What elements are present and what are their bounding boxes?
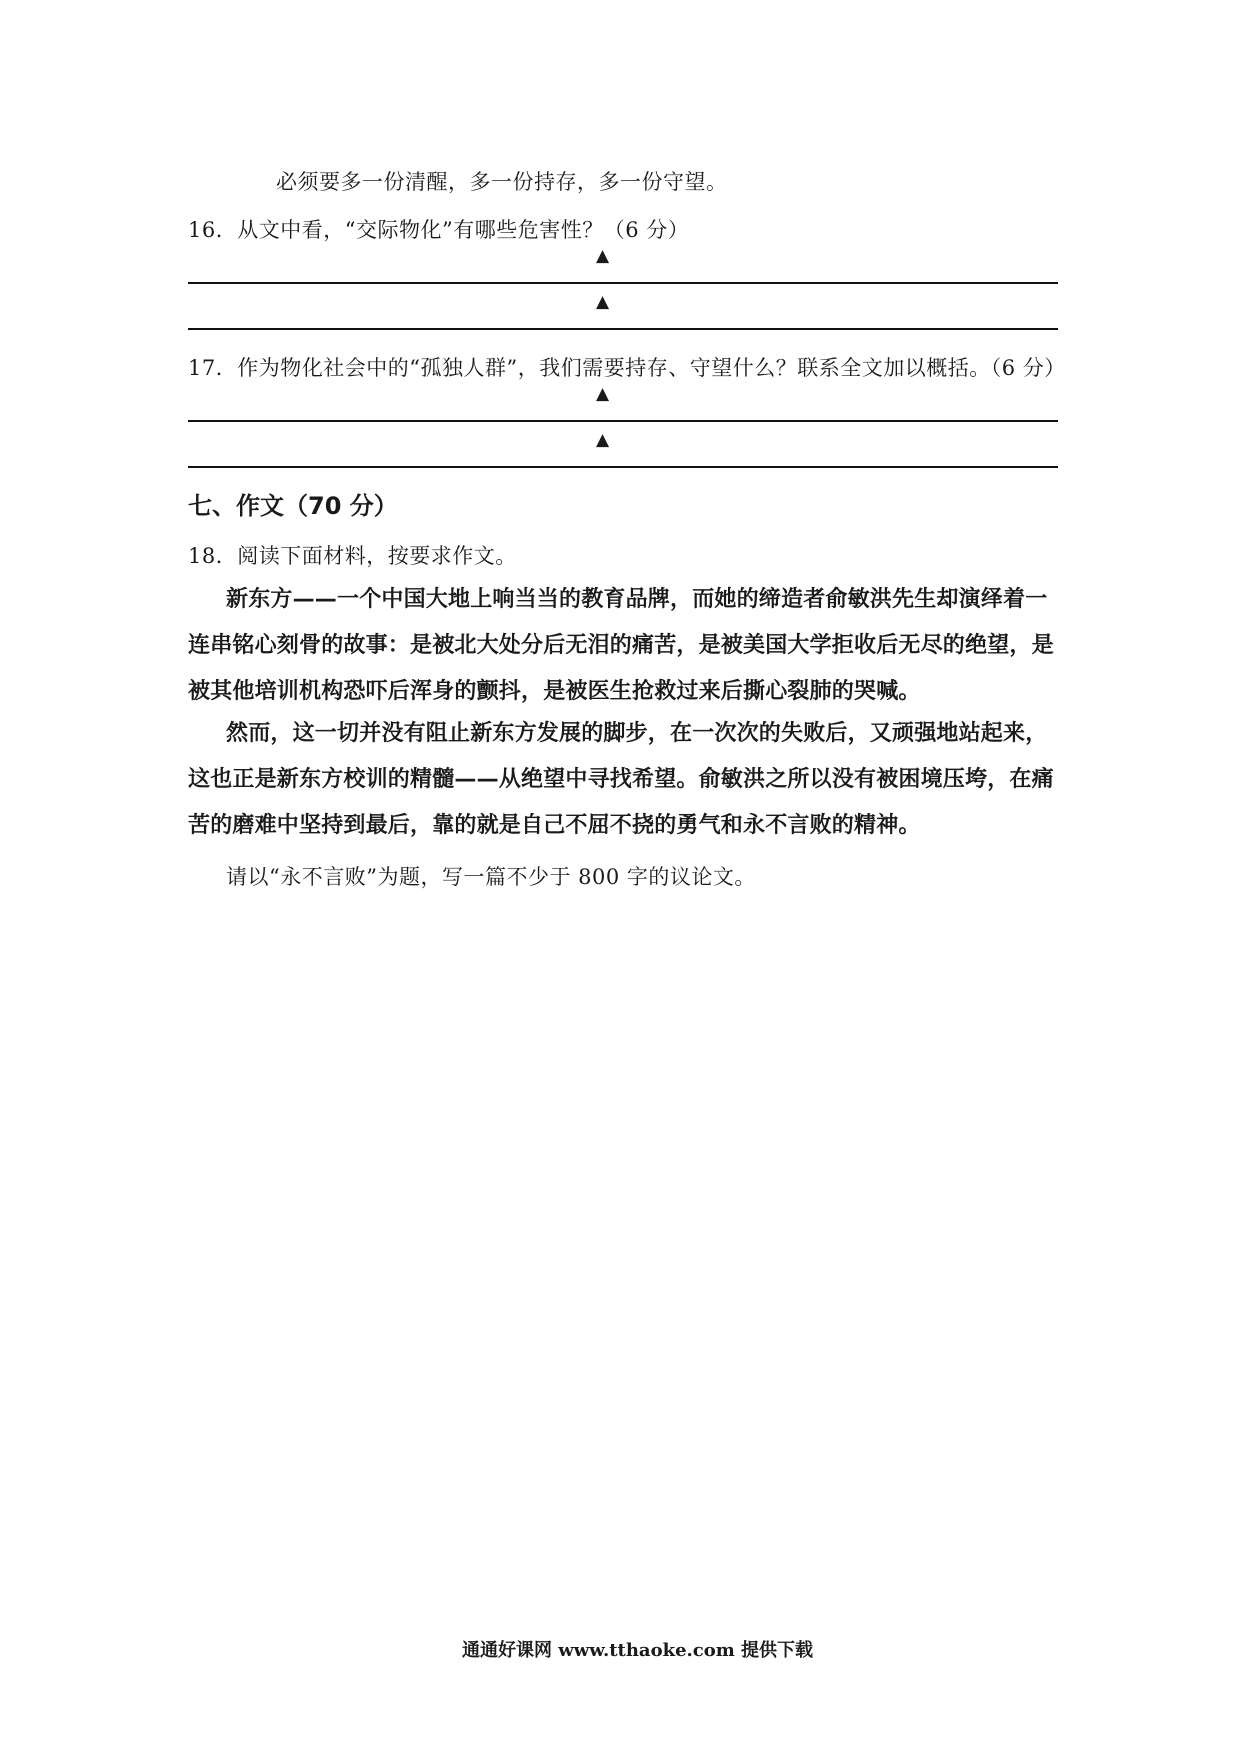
answer-line[interactable] bbox=[188, 382, 1058, 422]
answer-marker-icon: ▲ bbox=[596, 430, 610, 450]
answer-rule bbox=[188, 420, 1058, 422]
essay-prompt: 请以“永不言败”为题，写一篇不少于 800 字的议论文。 bbox=[226, 865, 756, 889]
answer-rule bbox=[188, 282, 1058, 284]
answer-line[interactable] bbox=[188, 428, 1058, 468]
answer-marker-icon: ▲ bbox=[596, 384, 610, 404]
answer-marker-icon: ▲ bbox=[596, 246, 610, 266]
answer-line[interactable] bbox=[188, 244, 1058, 284]
question-17: 17．作为物化社会中的“孤独人群”，我们需要持存、守望什么？联系全文加以概括。（6 分） bbox=[188, 356, 1066, 380]
footer-source: 通通好课网 www.tthaoke.com 提供下载 bbox=[462, 1640, 814, 1661]
answer-marker-icon: ▲ bbox=[596, 292, 610, 312]
question-18: 18．阅读下面材料，按要求作文。 bbox=[188, 544, 517, 568]
section-heading: 七、作文（70 分） bbox=[188, 492, 398, 520]
intro-line: 必须要多一份清醒，多一份持存，多一份守望。 bbox=[276, 170, 728, 194]
material-paragraph-2: 然而，这一切并没有阻止新东方发展的脚步，在一次次的失败后，又顽强地站起来，这也正是新东方校训的精髓——从绝望中寻找希望。俞敏洪之所以没有被困境压垮，在痛苦的磨难中坚持到最后，靠的就是自己不屈不挠的勇气和永不言败的精神。 bbox=[188, 721, 1054, 838]
material-paragraph-1: 新东方——一个中国大地上响当当的教育品牌，而她的缔造者俞敏洪先生却演绎着一连串铭心刻骨的故事：是被北大处分后无泪的痛苦，是被美国大学拒收后无尽的绝望，是被其他培训机构恐吓后浑身的颤抖，是被医生抢救过来后撕心裂肺的哭喊。 bbox=[188, 587, 1054, 704]
question-16: 16．从文中看，“交际物化”有哪些危害性？（6 分） bbox=[188, 218, 690, 242]
answer-rule bbox=[188, 466, 1058, 468]
answer-line[interactable] bbox=[188, 290, 1058, 330]
answer-rule bbox=[188, 328, 1058, 330]
